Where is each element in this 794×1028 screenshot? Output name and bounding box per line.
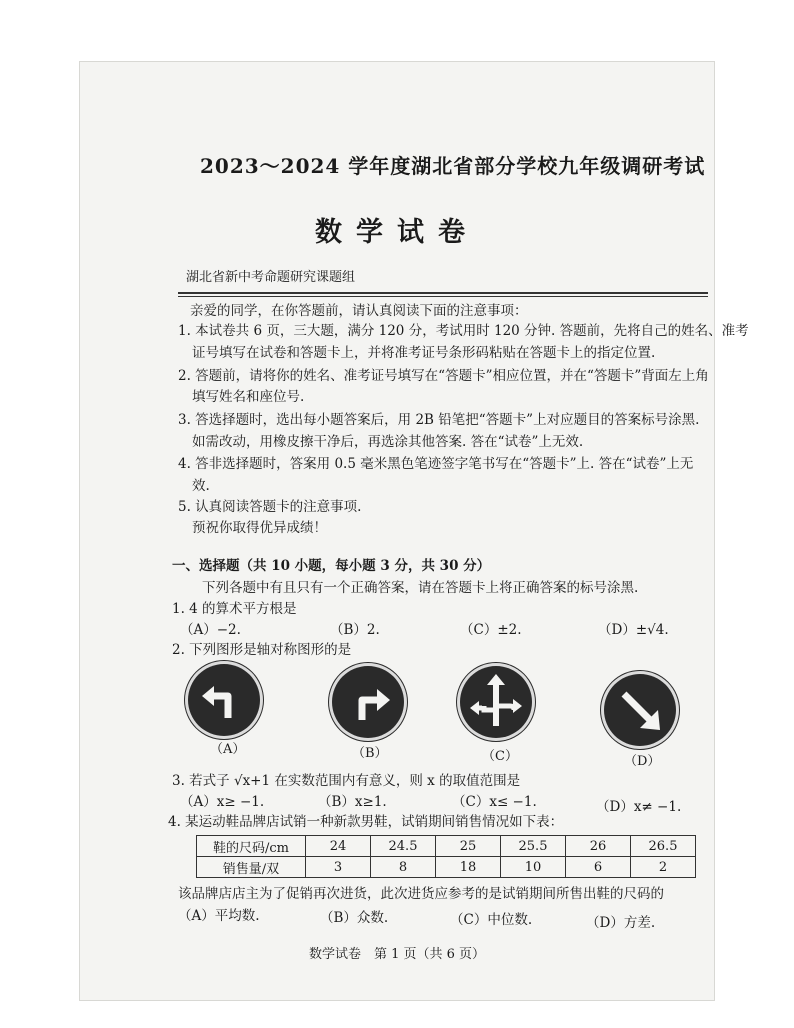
exam-title: 2023～2024 学年度湖北省部分学校九年级调研考试: [200, 154, 706, 178]
table-cell: 3: [306, 857, 371, 878]
table-cell: 18: [436, 857, 501, 878]
table-cell: 26.5: [631, 836, 696, 857]
q4-option-c: （C）中位数.: [450, 912, 533, 928]
table-row: [197, 857, 696, 878]
org-name: 湖北省新中考命题研究课题组: [186, 270, 356, 285]
q2-label-b: （B）: [352, 746, 388, 761]
table-cell: 24: [306, 836, 371, 857]
header-divider: [178, 292, 708, 294]
table-cell: 6: [566, 857, 631, 878]
q4-followup: 该品牌店店主为了促销再次进货，此次进货应参考的是试销期间所售出鞋的尺码的: [178, 886, 664, 902]
notice-line: 2. 答题前，请将你的姓名、准考证号填写在“答题卡”相应位置，并在“答题卡”背面左上角: [178, 368, 709, 384]
notice-line: 1. 本试卷共 6 页，三大题，满分 120 分，考试用时 120 分钟. 答题前，先将自己的姓名、准考: [178, 323, 749, 339]
q2-label-a: （A）: [210, 742, 246, 757]
sales-table: [196, 835, 696, 878]
notice-line: 证号填写在试卷和答题卡上，并将准考证号条形码粘贴在答题卡上的指定位置.: [192, 345, 656, 361]
turn-right-arrow-icon: [332, 666, 404, 738]
q4-option-b: （B）众数.: [320, 910, 389, 926]
table-cell: 26: [566, 836, 631, 857]
turn-left-arrow-icon: [188, 664, 260, 736]
q3-option-b: （B）x≥1.: [318, 794, 387, 810]
straight-left-right-arrow-icon: [460, 666, 532, 738]
q1-stem: 1. 4 的算术平方根是: [172, 601, 297, 617]
notice-line: 3. 答选择题时，选出每小题答案后，用 2B 铅笔把“答题卡”上对应题目的答案标号涂黑.: [178, 412, 700, 428]
exam-subtitle: 数学试卷: [315, 217, 479, 248]
notice-line: 如需改动，用橡皮擦干净后，再选涂其他答案. 答在“试卷”上无效.: [192, 434, 584, 450]
table-cell: 2: [631, 857, 696, 878]
table-header-cell: 鞋的尺码/cm: [197, 836, 306, 857]
table-cell: 25: [436, 836, 501, 857]
notice-intro: 亲爱的同学，在你答题前，请认真阅读下面的注意事项：: [190, 303, 528, 319]
table-row: [197, 836, 696, 857]
table-cell: 24.5: [371, 836, 436, 857]
section-instruction: 下列各题中有且只有一个正确答案，请在答题卡上将正确答案的标号涂黑.: [202, 580, 639, 596]
q2-stem: 2. 下列图形是轴对称图形的是: [172, 642, 352, 658]
diagonal-down-right-arrow-icon: [604, 674, 676, 746]
q4-option-a: （A）平均数.: [178, 908, 260, 924]
q3-option-d: （D）x≠ −1.: [596, 799, 682, 815]
table-cell: 8: [371, 857, 436, 878]
q2-label-d: （D）: [624, 754, 661, 769]
q1-option-b: （B）2.: [330, 622, 380, 638]
q4-stem: 4. 某运动鞋品牌店试销一种新款男鞋，试销期间销售情况如下表：: [168, 814, 564, 830]
section-heading: 一、选择题（共 10 小题，每小题 3 分，共 30 分）: [172, 558, 491, 574]
notice-line: 填写姓名和座位号.: [192, 389, 305, 405]
notice-line: 预祝你取得优异成绩！: [192, 520, 327, 536]
notice-line: 4. 答非选择题时，答案用 0.5 毫米黑色笔迹签字笔书写在“答题卡”上. 答在“试卷”上无: [178, 456, 694, 472]
notice-line: 5. 认真阅读答题卡的注意事项.: [178, 499, 362, 515]
q1-option-d: （D）±√4.: [598, 622, 669, 638]
notice-line: 效.: [192, 478, 210, 494]
table-cell: 10: [501, 857, 566, 878]
q3-option-a: （A）x≥ −1.: [180, 794, 265, 810]
q3-stem: 3. 若式子 √x+1 在实数范围内有意义，则 x 的取值范围是: [172, 773, 521, 789]
q3-option-c: （C）x≤ −1.: [452, 794, 537, 810]
table-header-cell: 销售量/双: [197, 857, 306, 878]
header-divider-thin: [178, 296, 708, 297]
q1-option-a: （A）−2.: [180, 622, 241, 638]
q2-label-c: （C）: [482, 749, 518, 764]
q4-option-d: （D）方差.: [586, 915, 656, 931]
q1-option-c: （C）±2.: [460, 622, 522, 638]
page-footer: 数学试卷 第 1 页（共 6 页）: [308, 947, 486, 962]
table-cell: 25.5: [501, 836, 566, 857]
